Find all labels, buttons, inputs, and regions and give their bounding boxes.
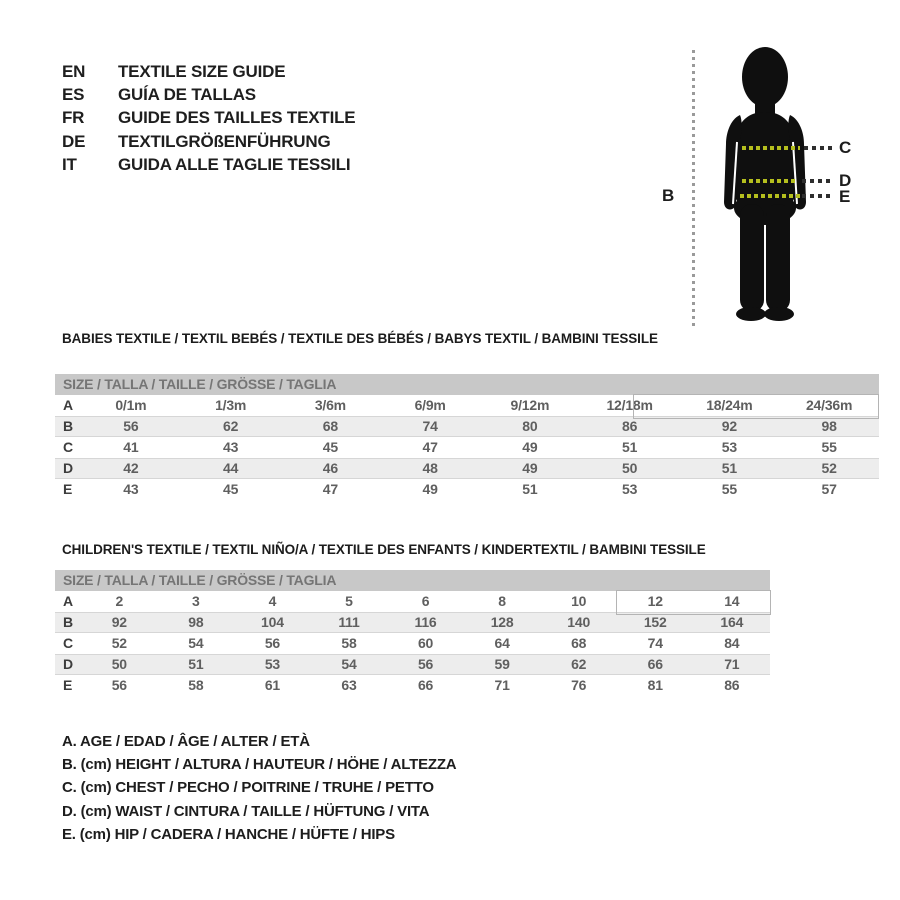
language-code: DE xyxy=(62,131,86,151)
silhouette-right-foot xyxy=(764,307,794,321)
size-cell: 24/36m xyxy=(805,397,853,413)
table-row xyxy=(55,591,770,612)
size-cell: 48 xyxy=(422,460,438,476)
row-letter: C xyxy=(63,635,73,651)
size-cell: 14 xyxy=(724,593,740,609)
size-cell: 56 xyxy=(264,635,280,651)
table-row xyxy=(55,633,770,654)
size-cell: 9/12m xyxy=(510,397,550,413)
table-row xyxy=(55,458,879,479)
chest-measure-label: C xyxy=(839,138,852,157)
size-cell: 86 xyxy=(622,418,638,434)
size-cell: 98 xyxy=(821,418,837,434)
size-cell: 80 xyxy=(522,418,538,434)
table-row xyxy=(55,675,770,696)
babies-table-rows xyxy=(55,395,879,500)
legend-line-height: B. (cm) HEIGHT / ALTURA / HAUTEUR / HÖHE / ALTEZZA xyxy=(62,756,457,774)
babies-size-table xyxy=(55,374,879,500)
size-cell: 140 xyxy=(567,614,591,630)
size-cell: 51 xyxy=(522,481,538,497)
size-cell: 4 xyxy=(268,593,277,609)
size-cell: 0/1m xyxy=(115,397,147,413)
size-cell: 12 xyxy=(647,593,663,609)
size-cell: 54 xyxy=(341,656,357,672)
size-cell: 71 xyxy=(494,677,510,693)
size-cell: 98 xyxy=(188,614,204,630)
row-letter: C xyxy=(63,439,73,455)
size-cell: 3/6m xyxy=(314,397,346,413)
size-cell: 81 xyxy=(647,677,663,693)
size-cell: 64 xyxy=(494,635,510,651)
size-cell: 51 xyxy=(721,460,737,476)
table-row xyxy=(55,654,770,675)
size-cell: 1/3m xyxy=(215,397,247,413)
language-title: GUÍA DE TALLAS xyxy=(118,85,256,105)
row-letter: E xyxy=(63,677,73,693)
waist-measure-line xyxy=(742,179,798,183)
waist-measure-label: D xyxy=(839,171,852,190)
table-row xyxy=(55,395,879,416)
size-cell: 41 xyxy=(123,439,139,455)
size-cell: 92 xyxy=(721,418,737,434)
hip-measure-line xyxy=(740,194,800,198)
size-cell: 53 xyxy=(622,481,638,497)
size-cell: 76 xyxy=(571,677,587,693)
table-row xyxy=(55,479,879,500)
row-letter: B xyxy=(63,614,73,630)
children-table-rows xyxy=(55,591,770,696)
size-cell: 46 xyxy=(322,460,338,476)
size-cell: 47 xyxy=(322,481,338,497)
size-cell: 116 xyxy=(414,614,437,630)
size-cell: 56 xyxy=(417,656,434,672)
row-letter: E xyxy=(63,481,73,497)
size-cell: 50 xyxy=(622,460,638,476)
chest-leader-line xyxy=(804,146,832,150)
size-cell: 56 xyxy=(123,418,139,434)
language-code: IT xyxy=(62,154,77,174)
hip-measure-label: E xyxy=(839,187,851,206)
size-cell: 66 xyxy=(647,656,663,672)
size-cell: 66 xyxy=(417,677,434,693)
table-row xyxy=(55,437,879,458)
size-cell: 53 xyxy=(264,656,280,672)
size-header: SIZE / TALLA / TAILLE / GRÖSSE / TAGLIA xyxy=(55,374,879,395)
size-cell: 6/9m xyxy=(414,397,446,413)
language-title-list xyxy=(62,60,355,176)
size-cell: 152 xyxy=(643,614,667,630)
language-code: ES xyxy=(62,85,85,105)
size-cell: 84 xyxy=(724,635,740,651)
chest-measure-line xyxy=(742,146,800,150)
size-cell: 60 xyxy=(417,635,434,651)
size-cell: 61 xyxy=(264,677,280,693)
size-cell: 12/18m xyxy=(606,397,653,413)
size-cell: 53 xyxy=(721,439,737,455)
table-row xyxy=(55,612,770,633)
size-cell: 111 xyxy=(338,614,360,630)
size-cell: 58 xyxy=(188,677,204,693)
size-cell: 86 xyxy=(724,677,740,693)
size-cell: 45 xyxy=(223,481,239,497)
legend-line-chest: C. (cm) CHEST / PECHO / POITRINE / TRUHE / PETTO xyxy=(62,779,434,797)
babies-table-title: BABIES TEXTILE / TEXTIL BEBÉS / TEXTILE DES BÉBÉS / BABYS TEXTIL / BAMBINI TESSILE xyxy=(62,331,658,346)
legend-line-age: A. AGE / EDAD / ÂGE / ALTER / ETÀ xyxy=(62,733,310,750)
size-cell: 58 xyxy=(341,635,357,651)
size-cell: 63 xyxy=(341,677,357,693)
silhouette-left-leg xyxy=(740,204,764,312)
size-cell: 49 xyxy=(422,481,438,497)
size-cell: 5 xyxy=(345,593,353,609)
size-cell: 59 xyxy=(494,656,510,672)
size-cell: 55 xyxy=(821,439,837,455)
size-cell: 92 xyxy=(111,614,127,630)
size-cell: 52 xyxy=(821,460,837,476)
size-cell: 51 xyxy=(188,656,204,672)
size-cell: 47 xyxy=(422,439,438,455)
row-letter: B xyxy=(63,418,73,434)
row-letter: D xyxy=(63,460,73,476)
size-cell: 62 xyxy=(223,418,239,434)
size-cell: 128 xyxy=(490,614,514,630)
size-cell: 49 xyxy=(522,460,538,476)
children-table-title: CHILDREN'S TEXTILE / TEXTIL NIÑO/A / TEXTILE DES ENFANTS / KINDERTEXTIL / BAMBINI TESSILE xyxy=(62,542,706,557)
size-cell: 68 xyxy=(322,418,338,434)
size-cell: 43 xyxy=(123,481,139,497)
size-cell: 57 xyxy=(821,481,837,497)
size-cell: 18/24m xyxy=(706,397,753,413)
row-letter: A xyxy=(63,593,73,609)
size-cell: 45 xyxy=(322,439,338,455)
size-cell: 44 xyxy=(223,460,239,476)
row-letter: D xyxy=(63,656,73,672)
size-cell: 6 xyxy=(421,593,430,609)
children-size-table xyxy=(55,570,770,696)
size-cell: 43 xyxy=(223,439,239,455)
language-code: FR xyxy=(62,108,85,128)
language-title: TEXTILE SIZE GUIDE xyxy=(118,62,286,81)
language-title: TEXTILGRÖßENFÜHRUNG xyxy=(118,131,331,151)
height-measure-label: B xyxy=(662,186,675,205)
hip-leader-line xyxy=(802,194,830,198)
size-cell: 42 xyxy=(123,460,139,476)
language-code: EN xyxy=(62,62,86,81)
size-cell: 74 xyxy=(647,635,663,651)
language-title: GUIDE DES TAILLES TEXTILE xyxy=(118,108,356,128)
waist-leader-line xyxy=(802,179,830,183)
size-cell: 68 xyxy=(571,635,587,651)
measurement-legend xyxy=(62,730,456,846)
child-silhouette-image xyxy=(690,42,840,330)
size-cell: 104 xyxy=(261,614,284,630)
size-cell: 49 xyxy=(522,439,538,455)
silhouette-right-leg xyxy=(766,204,790,312)
legend-line-hip: E. (cm) HIP / CADERA / HANCHE / HÜFTE / HIPS xyxy=(62,825,395,843)
size-cell: 54 xyxy=(188,635,204,651)
size-cell: 62 xyxy=(571,656,587,672)
size-cell: 10 xyxy=(571,593,587,609)
legend-line-waist: D. (cm) WAIST / CINTURA / TAILLE / HÜFTUNG / VITA xyxy=(62,802,430,820)
size-cell: 55 xyxy=(721,481,737,497)
language-title: GUIDA ALLE TAGLIE TESSILI xyxy=(118,154,351,174)
size-cell: 164 xyxy=(720,614,744,630)
size-cell: 74 xyxy=(422,418,438,434)
size-cell: 8 xyxy=(498,593,506,609)
size-cell: 50 xyxy=(111,656,127,672)
size-cell: 71 xyxy=(724,656,740,672)
row-letter: A xyxy=(63,397,73,413)
size-cell: 2 xyxy=(115,593,124,609)
size-cell: 52 xyxy=(111,635,127,651)
size-header: SIZE / TALLA / TAILLE / GRÖSSE / TAGLIA xyxy=(55,570,770,591)
height-measure-line xyxy=(692,50,695,327)
size-cell: 56 xyxy=(111,677,127,693)
table-row xyxy=(55,416,879,437)
size-cell: 3 xyxy=(192,593,200,609)
size-cell: 51 xyxy=(622,439,638,455)
silhouette-left-foot xyxy=(736,307,766,321)
